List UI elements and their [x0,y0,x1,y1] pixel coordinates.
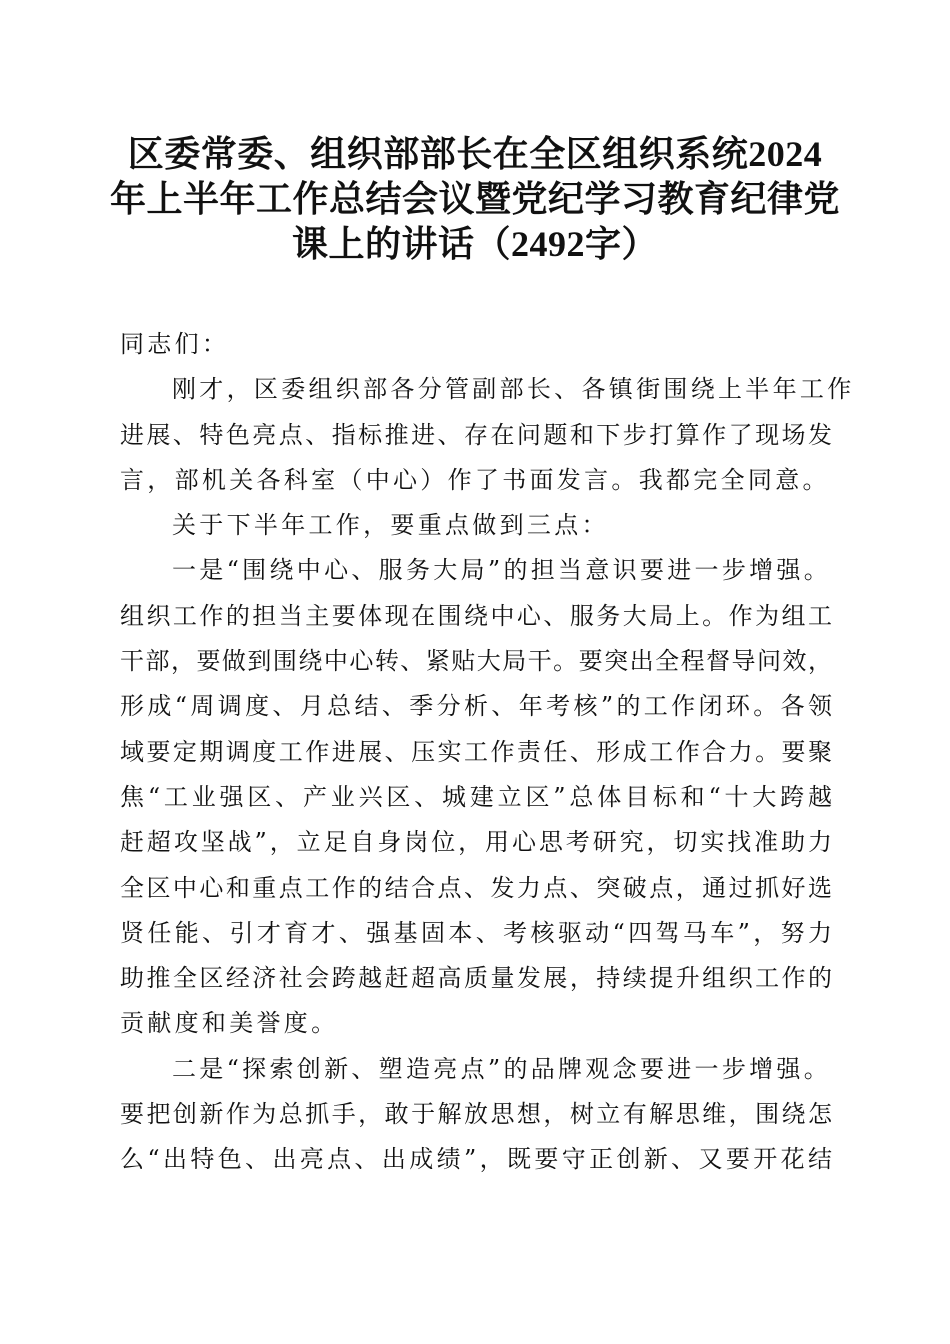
title-line: 区委常委、组织部部长在全区组织系统2024 [127,134,823,174]
text-line: 赶超攻坚战”，立足自身岗位，用心思考研究，切实找准助力 [120,828,832,857]
text-line: 焦“工业强区、产业兴区、城建立区”总体目标和“十大跨越 [120,782,832,811]
text-line: 域要定期调度工作进展、压实工作责任、形成工作合力。要聚 [120,737,832,766]
text-line: 组织工作的担当主要体现在围绕中心、服务大局上。作为组工 [120,601,832,630]
text-line: 干部，要做到围绕中心转、紧贴大局干。要突出全程督导问效， [120,647,832,676]
title-line: 课上的讲话（2492字） [291,224,658,264]
section-heading-1: 一是“围绕中心、服务大局”的担当意识要进一步增强。 [172,556,832,585]
text-line: 形成“周调度、月总结、季分析、年考核”的工作闭环。各领 [120,692,832,721]
title-line: 年上半年工作总结会议暨党纪学习教育纪律党 [109,179,840,219]
text-line: 进展、特色亮点、指标推进、存在问题和下步打算作了现场发 [120,420,832,449]
document-body [120,322,855,1183]
text-line: 言，部机关各科室（中心）作了书面发言。我都完全同意。 [120,465,830,494]
document-title [100,132,850,267]
text-line: 关于下半年工作，要重点做到三点： [172,511,609,540]
section-heading-2: 二是“探索创新、塑造亮点”的品牌观念要进一步增强。 [172,1054,832,1083]
text-line: 助推全区经济社会跨越赶超高质量发展，持续提升组织工作的 [120,964,832,993]
salutation: 同志们： [120,330,230,358]
text-line: 贡献度和美誉度。 [120,1009,339,1038]
text-line: 贤任能、引才育才、强基固本、考核驱动“四驾马车”，努力 [120,918,832,947]
text-line: 刚才，区委组织部各分管副部长、各镇街围绕上半年工作 [172,375,855,404]
text-line: 么“出特色、出亮点、出成绩”，既要守正创新、又要开花结 [120,1145,832,1174]
text-line: 全区中心和重点工作的结合点、发力点、突破点，通过抓好选 [120,873,832,902]
text-line: 要把创新作为总抓手，敢于解放思想，树立有解思维，围绕怎 [120,1100,832,1129]
